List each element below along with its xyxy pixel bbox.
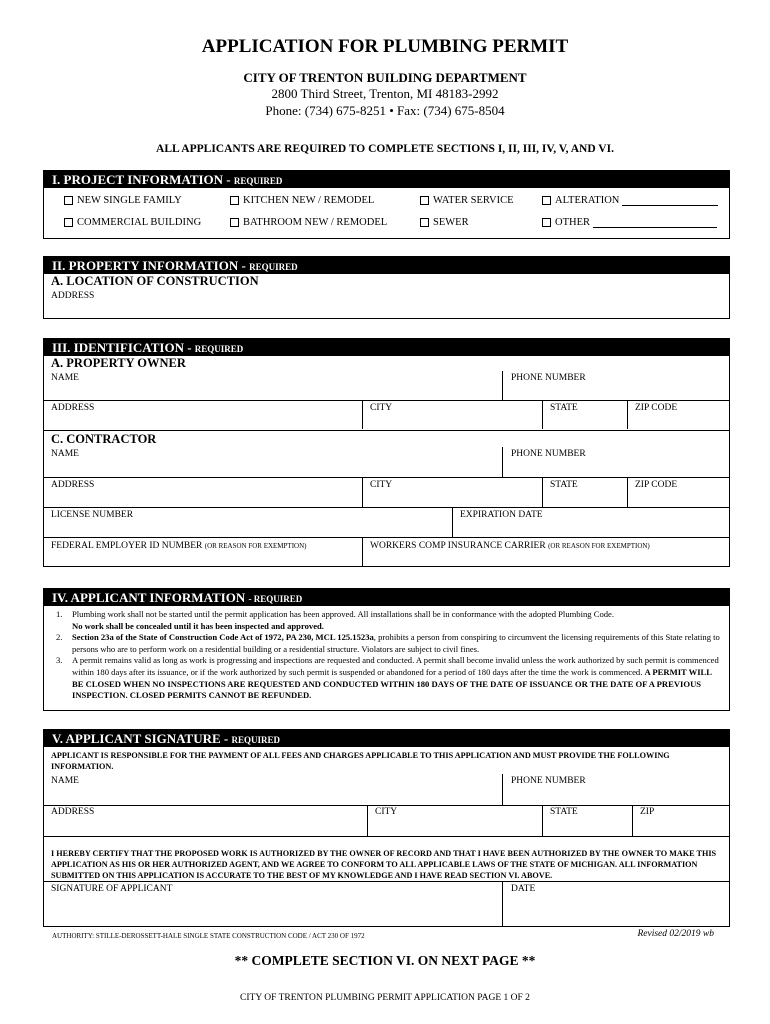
page-title: APPLICATION FOR PLUMBING PERMIT	[201, 36, 569, 57]
contractor-state-field[interactable]: STATE	[550, 480, 578, 490]
checkbox-bathroom-remodel[interactable]: BATHROOM NEW / REMODEL	[230, 217, 387, 228]
contractor-zip-field[interactable]: ZIP CODE	[635, 480, 678, 490]
rule-item: 3. A permit remains valid as long as work is progressing and inspections are requested and conducted. A permit shall become invalid unless the work authorized by such permit is commenced within 180 days after its issuance, or if the work authorized by such permit is suspended or abandoned for a period of 180 days after the time the work is commenced. A PERMIT WILL BE CLOSED WHEN NO INSPECTIONS ARE REQUESTED AND CONDUCTED WITHIN 180 DAYS OF THE DATE OF ISSUANCE OR THE DATE OF A PREVIOUS INSPECTION. CLOSED PERMITS CANNOT BE REFUNDED.	[56, 655, 719, 701]
section-header: III. IDENTIFICATION - REQUIRED	[44, 339, 729, 356]
section-header: II. PROPERTY INFORMATION - REQUIRED	[44, 257, 729, 274]
permit-rules-list	[56, 609, 721, 702]
applicant-zip-field[interactable]: ZIP	[640, 807, 655, 817]
other-line[interactable]	[593, 218, 717, 228]
address-field[interactable]: ADDRESS	[51, 291, 95, 301]
department-address: 2800 Third Street, Trenton, MI 48183-2992	[271, 86, 499, 101]
authority-note: AUTHORITY: STILLE-DEROSSETT-HALE SINGLE STATE CONSTRUCTION CODE / ACT 230 OF 1972	[52, 932, 365, 940]
signature-date-field[interactable]: DATE	[511, 884, 536, 894]
checkbox-new-single-family[interactable]: NEW SINGLE FAMILY	[64, 195, 182, 206]
department-phone-fax: Phone: (734) 675-8251 • Fax: (734) 675-8504	[265, 103, 505, 118]
contractor-address-field[interactable]: ADDRESS	[51, 480, 95, 490]
owner-address-field[interactable]: ADDRESS	[51, 403, 95, 413]
owner-zip-field[interactable]: ZIP CODE	[635, 403, 678, 413]
section-applicant-signature	[43, 729, 730, 927]
alteration-line[interactable]	[622, 196, 718, 206]
contractor-name-field[interactable]: NAME	[51, 449, 79, 459]
rule-item: 2. Section 23a of the State of Construction Code Act of 1972, PA 230, MCL 125.1523a, prohibits a person from conspiring to circumvent the licensing requirements of this State relating to persons who are to perform work on a residential building or a residential structure. Violators are subject to civil fines.	[56, 632, 720, 654]
applicant-name-field[interactable]: NAME	[51, 776, 79, 786]
location-heading: A. LOCATION OF CONSTRUCTION	[51, 274, 259, 288]
section-header: V. APPLICANT SIGNATURE - REQUIRED	[44, 730, 729, 747]
checkbox-commercial-building[interactable]: COMMERCIAL BUILDING	[64, 217, 201, 228]
expiration-date-field[interactable]: EXPIRATION DATE	[460, 510, 543, 520]
license-number-field[interactable]: LICENSE NUMBER	[51, 510, 134, 520]
owner-phone-field[interactable]: PHONE NUMBER	[511, 373, 586, 383]
applicant-phone-field[interactable]: PHONE NUMBER	[511, 776, 586, 786]
fein-field[interactable]: FEDERAL EMPLOYER ID NUMBER (OR REASON FOR EXEMPTION)	[51, 541, 307, 551]
department-name: CITY OF TRENTON BUILDING DEPARTMENT	[243, 70, 527, 85]
property-owner-heading: A. PROPERTY OWNER	[51, 356, 186, 370]
section-header: I. PROJECT INFORMATION - REQUIRED	[44, 171, 729, 188]
section-property-information	[43, 256, 730, 319]
contractor-heading: C. CONTRACTOR	[51, 432, 157, 446]
section-project-information	[43, 170, 730, 239]
certification-statement: I HEREBY CERTIFY THAT THE PROPOSED WORK IS AUTHORIZED BY THE OWNER OF RECORD AND THAT I HAVE BEEN AUTHORIZED BY THE OWNER TO MAKE THIS APPLICATION AS HIS OR HER AUTHORIZED AGENT, AND WE AGREE TO CONFORM TO ALL APPLICABLE LAWS OF THE STATE OF MICHIGAN. ALL INFORMATION SUBMITTED ON THIS APPLICATION IS ACCURATE TO THE BEST OF MY KNOWLEDGE AND I HAVE READ SECTION VI. ABOVE.	[51, 849, 717, 880]
checkbox-other[interactable]: OTHER	[542, 217, 717, 228]
required-sections-notice: ALL APPLICANTS ARE REQUIRED TO COMPLETE SECTIONS I, II, III, IV, V, AND VI.	[156, 143, 614, 155]
checkbox-kitchen-remodel[interactable]: KITCHEN NEW / REMODEL	[230, 195, 374, 206]
section-header: IV. APPLICANT INFORMATION - REQUIRED	[44, 589, 729, 606]
revision-date: Revised 02/2019 wb	[637, 929, 714, 939]
owner-city-field[interactable]: CITY	[370, 403, 393, 413]
owner-name-field[interactable]: NAME	[51, 373, 79, 383]
section-identification	[43, 338, 730, 567]
workers-comp-field[interactable]: WORKERS COMP INSURANCE CARRIER (OR REASON FOR EXEMPTION)	[370, 541, 650, 551]
page-footer: CITY OF TRENTON PLUMBING PERMIT APPLICATION PAGE 1 OF 2	[240, 993, 530, 1003]
owner-state-field[interactable]: STATE	[550, 403, 578, 413]
rule-item: 1. Plumbing work shall not be started until the permit application has been approved. All installations shall be in conformance with the adopted Plumbing Code. No work shall be concealed until it has been inspected and approved.	[56, 609, 615, 631]
checkbox-sewer[interactable]: SEWER	[420, 217, 469, 228]
contractor-city-field[interactable]: CITY	[370, 480, 393, 490]
applicant-city-field[interactable]: CITY	[375, 807, 398, 817]
checkbox-alteration[interactable]: ALTERATION	[542, 195, 718, 206]
applicant-state-field[interactable]: STATE	[550, 807, 578, 817]
fee-responsibility-notice: APPLICANT IS RESPONSIBLE FOR THE PAYMENT OF ALL FEES AND CHARGES APPLICABLE TO THIS APPLICATION AND MUST PROVIDE THE FOLLOWING INFORMATION.	[51, 751, 670, 771]
contractor-phone-field[interactable]: PHONE NUMBER	[511, 449, 586, 459]
section-applicant-information	[43, 588, 730, 711]
signature-field[interactable]: SIGNATURE OF APPLICANT	[51, 884, 173, 894]
applicant-address-field[interactable]: ADDRESS	[51, 807, 95, 817]
complete-next-page-notice: ** COMPLETE SECTION VI. ON NEXT PAGE **	[234, 953, 536, 968]
checkbox-water-service[interactable]: WATER SERVICE	[420, 195, 514, 206]
